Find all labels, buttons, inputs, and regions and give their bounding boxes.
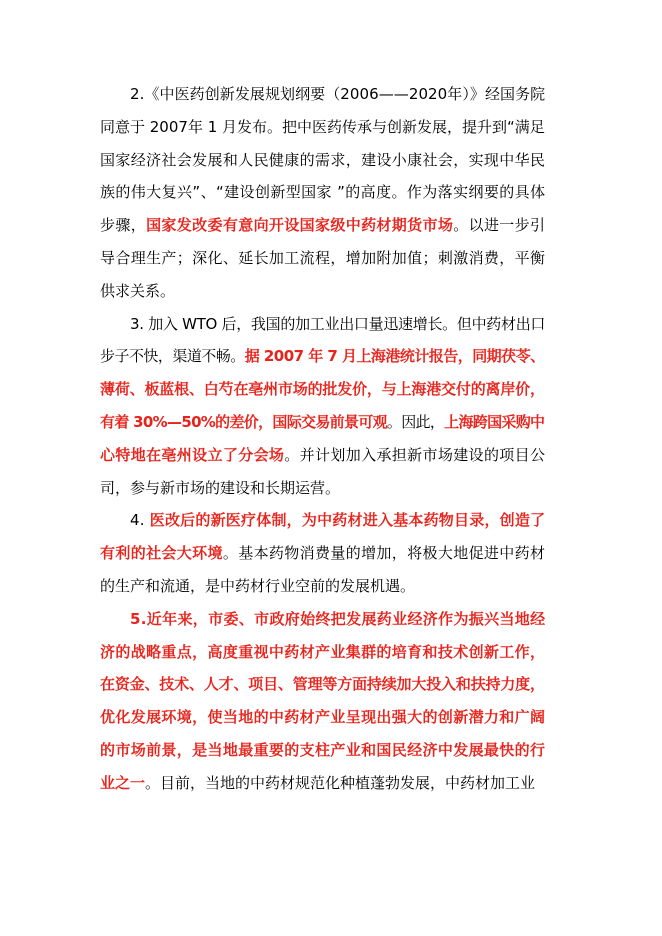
text-line (100, 674, 545, 694)
text-line (130, 609, 545, 629)
text-line (130, 84, 545, 104)
body-text: 。基本药物消费量的增加，将极大地促进中药材 (222, 544, 546, 563)
highlighted-text: 在资金、技术、人才、项目、管理等方面持续加大投入和扶持力度， (100, 675, 545, 694)
highlighted-text: 心特地在亳州设立了分会场 (100, 445, 285, 464)
text-line (130, 314, 545, 334)
text-line (100, 543, 545, 563)
text-line (100, 773, 535, 793)
highlighted-text: 国家发改委有意向开设国家级中药材期货市场 (146, 216, 454, 235)
body-text: 步子不快，渠道不畅。 (100, 347, 245, 366)
text-line (100, 412, 544, 432)
body-text: 3. 加入 WTO 后，我国的加工业出口量迅速增长。但中药材出口 (130, 314, 546, 333)
body-text: 的生产和流通，是中药材行业空前的发展机遇。 (100, 577, 416, 595)
highlighted-text: 上海跨国采购中 (444, 413, 545, 431)
highlighted-text: 济的战略重点，高度重视中药材产业集群的培育和技术创新工作， (100, 642, 546, 661)
body-text: 族的伟大复兴”、“建设创新型国家 ”的高度。作为落实纲要的具体 (100, 183, 546, 202)
highlighted-text: 业之一 (100, 773, 146, 792)
text-line (100, 576, 415, 596)
body-text: 步骤， (100, 216, 147, 235)
body-text: 司，参与新市场的建设和长期运营。 (100, 478, 341, 497)
text-line (100, 215, 545, 235)
text-line (100, 117, 545, 137)
highlighted-text: 的市场前景，是当地最重要的支柱产业和国民经济中发展最快的行 (100, 741, 546, 759)
text-line (100, 248, 545, 268)
body-text: 同意于 2007年 1 月发布。把中医药传承与创新发展，提升到“满足 (100, 117, 545, 136)
text-line (100, 707, 545, 727)
body-text: 。以进一步引 (453, 216, 546, 235)
highlighted-text: 5.近年来，市委、市政府始终把发展药业经济作为振兴当地经 (130, 609, 546, 628)
body-text: 。目前，当地的中药材规范化种植蓬勃发展，中药材加工业 (145, 773, 536, 792)
text-line (100, 379, 545, 399)
text-line (100, 478, 340, 498)
text-line (100, 346, 545, 366)
text-line (100, 740, 545, 760)
highlighted-text: 有利的社会大环境 (100, 544, 223, 563)
body-text: 4. (130, 511, 150, 530)
highlighted-text: 薄荷、板蓝根、白芍在亳州市场的批发价，与上海港交付的离岸价， (100, 380, 545, 399)
body-text: 国家经济社会发展和人民健康的需求，建设小康社会，实现中华民 (100, 150, 546, 169)
text-line (100, 281, 175, 301)
body-text: 导合理生产；深化、延长加工流程，增加附加值；刺激消费，平衡 (100, 249, 546, 267)
body-text: 。因此， (386, 413, 445, 431)
highlighted-text: 有着 30%—50%的差价，国际交易前景可观 (100, 413, 387, 431)
body-text: 。并计划加入承担新市场建设的项目公 (284, 445, 546, 464)
highlighted-text: 据 2007 年 7 月上海港统计报告，同期茯苓、 (244, 347, 545, 366)
text-line (100, 445, 545, 465)
highlighted-text: 优化发展环境，使当地的中药材产业呈现出强大的创新潜力和广阔 (100, 708, 546, 727)
highlighted-text: 医改后的新医疗体制，为中药材进入基本药物目录，创造了 (149, 511, 546, 530)
text-line (100, 642, 545, 662)
body-text: 供求关系。 (100, 281, 176, 300)
text-line (100, 150, 545, 170)
text-line (130, 510, 545, 530)
text-line (100, 182, 545, 202)
body-text: 2.《中医药创新发展规划纲要（2006——2020年）》经国务院 (130, 85, 546, 103)
